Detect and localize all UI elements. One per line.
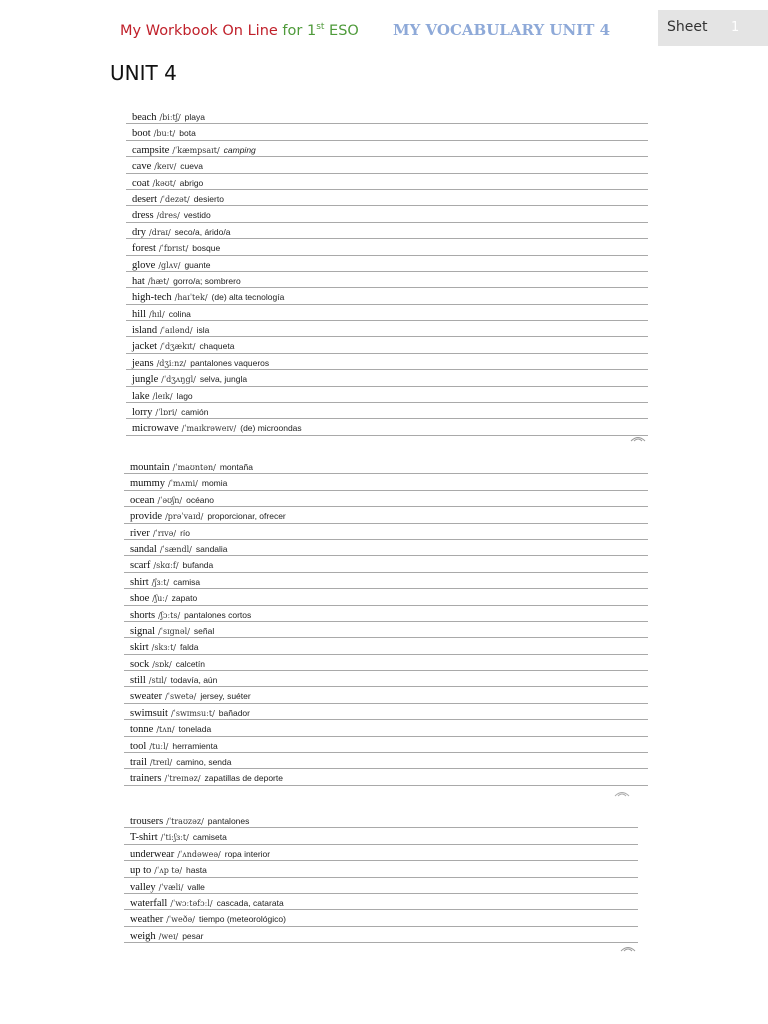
vocab-translation: herramienta xyxy=(172,740,218,751)
vocab-heading: MY VOCABULARY UNIT 4 xyxy=(393,21,611,39)
vocab-pronunciation: /ˈswɪmsuːt/ xyxy=(170,708,215,718)
vocab-word: trainers xyxy=(130,773,162,785)
vocab-row xyxy=(126,108,648,124)
sheet-number: 1 xyxy=(731,20,740,35)
vocab-row xyxy=(124,540,648,556)
vocab-word: shoe xyxy=(130,593,150,605)
vocab-pronunciation: /hæt/ xyxy=(147,276,170,286)
brand-course xyxy=(278,23,359,39)
vocab-word: signal xyxy=(130,625,156,637)
vocab-pronunciation: /ˈmaɪkrəweɪv/ xyxy=(181,424,237,434)
vocab-translation: pantalones cortos xyxy=(184,609,252,620)
vocab-pronunciation: /ˈtiːʃɜːt/ xyxy=(160,833,189,843)
vocab-pronunciation: /glʌv/ xyxy=(158,260,181,270)
brand-title xyxy=(120,22,359,39)
vocab-translation: pesar xyxy=(182,930,204,941)
vocab-word: weather xyxy=(130,914,164,926)
vocab-translation: bota xyxy=(179,128,196,139)
vocab-translation: camión xyxy=(181,407,209,418)
vocab-row xyxy=(124,910,638,926)
page-curl-icon xyxy=(614,789,630,797)
vocab-pronunciation: /ˈrɪvə/ xyxy=(152,528,177,538)
vocab-row xyxy=(124,845,638,861)
vocab-row xyxy=(124,753,648,769)
vocab-pronunciation: /leɪk/ xyxy=(152,391,173,401)
vocab-pronunciation: /prəˈvaɪd/ xyxy=(165,512,204,522)
vocab-row xyxy=(126,206,648,222)
vocab-pronunciation: /ˈsɪgnəl/ xyxy=(158,626,190,636)
vocab-translation: vestido xyxy=(183,210,211,221)
sheet-indicator xyxy=(658,10,768,46)
vocab-translation: abrigo xyxy=(179,177,204,188)
vocab-translation: jersey, suéter xyxy=(200,691,251,702)
vocab-word: weigh xyxy=(130,930,156,942)
vocab-pronunciation: /buːt/ xyxy=(153,129,176,139)
vocab-pronunciation: /draɪ/ xyxy=(149,227,171,237)
vocab-word: hill xyxy=(132,308,147,320)
vocab-word: trail xyxy=(130,757,147,769)
vocab-row xyxy=(124,687,648,703)
vocab-pronunciation: /biːtʃ/ xyxy=(159,113,181,122)
vocab-row xyxy=(124,894,638,910)
vocab-row xyxy=(124,606,648,622)
vocab-pronunciation: /sɒk/ xyxy=(152,659,172,669)
vocab-word: provide xyxy=(130,511,163,523)
vocab-row xyxy=(126,321,648,337)
vocab-row xyxy=(126,174,648,190)
vocab-translation: guante xyxy=(184,259,211,270)
vocab-word: jungle xyxy=(132,374,159,386)
vocab-row xyxy=(124,671,648,687)
vocab-pronunciation: /treɪl/ xyxy=(149,758,173,768)
vocab-pronunciation: /ˈweðə/ xyxy=(166,915,195,925)
vocab-word: beach xyxy=(132,112,157,123)
vocab-word: lorry xyxy=(132,407,153,419)
vocab-pronunciation: /ˈmʌmi/ xyxy=(168,479,198,489)
vocab-translation: desierto xyxy=(193,193,224,204)
vocab-translation: océano xyxy=(186,494,214,505)
vocab-translation: camiseta xyxy=(192,832,227,843)
vocab-word: boot xyxy=(132,128,151,140)
vocab-pronunciation: /ˈʌndəweə/ xyxy=(177,849,221,859)
vocab-translation: (de) alta tecnología xyxy=(211,292,285,303)
vocab-word: shorts xyxy=(130,609,156,621)
vocab-word: cave xyxy=(132,161,152,173)
vocab-translation: calcetín xyxy=(175,658,206,669)
vocab-row xyxy=(124,573,648,589)
vocab-pronunciation: /ˈtraʊzəz/ xyxy=(166,817,204,826)
vocab-translation: cueva xyxy=(180,161,203,172)
vocab-row xyxy=(124,622,648,638)
vocab-row xyxy=(126,337,648,353)
vocab-translation: lago xyxy=(176,390,193,401)
vocab-translation: pantalones vaqueros xyxy=(190,357,270,368)
vocab-row xyxy=(124,828,638,844)
vocab-row xyxy=(124,812,638,828)
vocab-row xyxy=(126,370,648,386)
vocab-row xyxy=(126,354,648,370)
vocab-row xyxy=(124,458,648,474)
vocab-pronunciation: /ʃɜːt/ xyxy=(151,577,170,587)
vocab-word: T-shirt xyxy=(130,832,158,844)
vocab-pronunciation: /dʒiːnz/ xyxy=(156,358,187,368)
vocab-word: still xyxy=(130,675,146,687)
vocab-translation: camping xyxy=(223,144,256,155)
vocab-translation: valle xyxy=(187,881,205,892)
vocab-word: coat xyxy=(132,177,150,189)
vocab-translation: todavía, aún xyxy=(170,675,218,686)
vocab-word: ocean xyxy=(130,494,155,506)
vocab-translation: (de) microondas xyxy=(240,423,302,434)
vocab-pronunciation: /ˈlɒri/ xyxy=(155,408,178,418)
vocab-pronunciation: /ʃuː/ xyxy=(152,594,168,604)
vocab-list-block-2 xyxy=(124,456,648,798)
vocab-word: up to xyxy=(130,865,152,877)
vocab-pronunciation: /ˈmaʊntən/ xyxy=(172,463,216,472)
vocab-word: swimsuit xyxy=(130,707,168,719)
vocab-pronunciation: /weɪ/ xyxy=(158,931,179,941)
vocab-translation: momia xyxy=(201,478,228,489)
vocab-pronunciation: /keɪv/ xyxy=(154,162,177,172)
vocab-word: hat xyxy=(132,275,145,287)
vocab-pronunciation: /ˈdʒʌŋgl/ xyxy=(161,375,196,385)
vocab-translation: falda xyxy=(180,642,199,653)
vocab-translation: ropa interior xyxy=(224,848,271,859)
vocab-translation: zapatillas de deporte xyxy=(204,773,283,784)
vocab-translation: gorro/a; sombrero xyxy=(173,275,241,286)
vocab-word: trousers xyxy=(130,816,164,827)
vocab-row xyxy=(124,769,648,785)
vocab-row xyxy=(126,223,648,239)
vocab-row xyxy=(126,387,648,403)
vocab-translation: proporcionar, ofrecer xyxy=(207,511,286,522)
vocab-word: mountain xyxy=(130,462,170,473)
vocab-pronunciation: /hɪl/ xyxy=(149,309,165,319)
vocab-word: high-tech xyxy=(132,292,172,304)
vocab-word: sweater xyxy=(130,691,163,703)
vocab-word: microwave xyxy=(132,423,179,435)
vocab-pronunciation: /ˈəʊʃn/ xyxy=(157,495,183,505)
vocab-row xyxy=(124,589,648,605)
vocab-translation: tiempo (meteorológico) xyxy=(198,914,286,925)
vocab-list-block-3 xyxy=(124,810,638,955)
vocab-translation: montaña xyxy=(219,462,253,472)
vocab-translation: cascada, catarata xyxy=(216,897,284,908)
vocab-translation: selva, jungla xyxy=(199,374,248,385)
vocab-pronunciation: /dres/ xyxy=(156,211,180,221)
vocab-row xyxy=(124,737,648,753)
vocab-row xyxy=(126,141,648,157)
vocab-pronunciation: /ˈʌp tə/ xyxy=(154,866,183,876)
vocab-row xyxy=(124,507,648,523)
vocab-translation: río xyxy=(180,527,190,538)
vocab-pronunciation: /ˈkæmpsaɪt/ xyxy=(172,145,220,155)
brand-course-ordinal: st xyxy=(316,22,325,32)
vocab-translation: bufanda xyxy=(182,560,214,571)
vocab-pronunciation: /stɪl/ xyxy=(148,676,167,686)
vocab-word: river xyxy=(130,527,150,539)
vocab-row xyxy=(124,556,648,572)
vocab-pronunciation: /skɜːt/ xyxy=(151,643,176,653)
vocab-translation: pantalones xyxy=(207,816,250,826)
vocab-row xyxy=(124,638,648,654)
vocab-list-block-1 xyxy=(126,101,648,443)
vocab-word: underwear xyxy=(130,848,175,860)
vocab-row xyxy=(124,878,638,894)
vocab-translation: bañador xyxy=(218,707,250,718)
vocab-word: glove xyxy=(132,259,156,271)
vocab-word: jacket xyxy=(132,341,158,353)
vocab-translation: tonelada xyxy=(178,724,212,735)
vocab-row xyxy=(126,272,648,288)
vocab-translation: sandalia xyxy=(195,543,228,554)
vocab-pronunciation: /ˈsændl/ xyxy=(159,544,192,554)
vocab-word: island xyxy=(132,325,158,337)
vocab-translation: seco/a, árido/a xyxy=(174,226,231,237)
vocab-translation: zapato xyxy=(171,593,198,604)
vocab-pronunciation: /haɪˈtek/ xyxy=(174,293,208,303)
vocab-row xyxy=(126,419,648,435)
vocab-pronunciation: /tʌn/ xyxy=(156,725,175,735)
vocab-word: scarf xyxy=(130,560,151,572)
vocab-pronunciation: /ˈwɔːtəfɔːl/ xyxy=(170,898,213,908)
page-header xyxy=(0,0,768,60)
vocab-pronunciation: /ˈswetə/ xyxy=(165,692,197,702)
vocab-row xyxy=(124,524,648,540)
vocab-rows xyxy=(124,458,648,786)
vocab-row xyxy=(126,256,648,272)
vocab-row xyxy=(126,288,648,304)
page-curl-icon xyxy=(630,434,646,442)
unit-title: UNIT 4 xyxy=(110,61,177,85)
vocab-word: mummy xyxy=(130,478,166,490)
brand-course-level: ESO xyxy=(324,22,359,39)
vocab-word: sock xyxy=(130,658,150,670)
vocab-rows xyxy=(124,812,638,943)
vocab-pronunciation: /ˈdʒækɪt/ xyxy=(160,342,196,352)
vocab-word: sandal xyxy=(130,543,157,555)
brand-name: My Workbook On Line xyxy=(120,22,278,39)
vocab-pronunciation: /ˈfɒrɪst/ xyxy=(158,244,189,254)
vocab-row xyxy=(124,655,648,671)
vocab-row xyxy=(126,157,648,173)
vocab-word: campsite xyxy=(132,144,170,156)
vocab-pronunciation: /tuːl/ xyxy=(149,741,169,751)
vocab-word: dress xyxy=(132,210,154,222)
vocab-translation: hasta xyxy=(186,865,207,876)
vocab-row xyxy=(124,861,638,877)
vocab-translation: camino, senda xyxy=(176,757,232,768)
vocab-word: jeans xyxy=(132,357,154,369)
vocab-row xyxy=(124,491,648,507)
sheet-label: Sheet xyxy=(667,19,708,35)
vocab-translation: isla xyxy=(196,325,210,336)
vocab-pronunciation: /ˈvæli/ xyxy=(158,882,184,892)
vocab-row xyxy=(126,239,648,255)
vocab-row xyxy=(126,403,648,419)
vocab-translation: colina xyxy=(168,308,191,319)
vocab-row xyxy=(124,927,638,943)
vocab-word: dry xyxy=(132,226,146,238)
vocab-word: lake xyxy=(132,390,150,402)
vocab-word: shirt xyxy=(130,576,149,588)
vocab-row xyxy=(126,305,648,321)
vocab-translation: bosque xyxy=(192,243,221,254)
vocab-word: forest xyxy=(132,243,156,255)
page-curl-icon xyxy=(620,944,636,952)
vocab-word: desert xyxy=(132,193,158,205)
vocab-word: tonne xyxy=(130,724,154,736)
vocab-pronunciation: /kəʊt/ xyxy=(152,178,176,188)
vocab-pronunciation: /ˈaɪlənd/ xyxy=(160,326,193,336)
vocab-pronunciation: /ʃɔːts/ xyxy=(158,610,181,620)
vocab-translation: señal xyxy=(193,625,215,636)
vocab-row xyxy=(124,704,648,720)
vocab-rows xyxy=(126,108,648,436)
vocab-row xyxy=(124,474,648,490)
vocab-translation: chaqueta xyxy=(199,341,235,352)
brand-course-prefix: for 1 xyxy=(277,22,317,39)
vocab-row xyxy=(126,190,648,206)
vocab-word: waterfall xyxy=(130,897,168,909)
vocab-pronunciation: /ˈdezət/ xyxy=(160,194,190,204)
vocab-row xyxy=(124,720,648,736)
vocab-translation: camisa xyxy=(173,576,201,587)
vocab-pronunciation: /ˈtreɪnəz/ xyxy=(164,774,201,784)
vocab-word: tool xyxy=(130,740,147,752)
vocab-row xyxy=(126,124,648,140)
vocab-word: skirt xyxy=(130,642,149,654)
vocab-word: valley xyxy=(130,881,156,893)
vocab-pronunciation: /skɑːf/ xyxy=(153,561,179,571)
vocab-translation: playa xyxy=(184,112,205,122)
